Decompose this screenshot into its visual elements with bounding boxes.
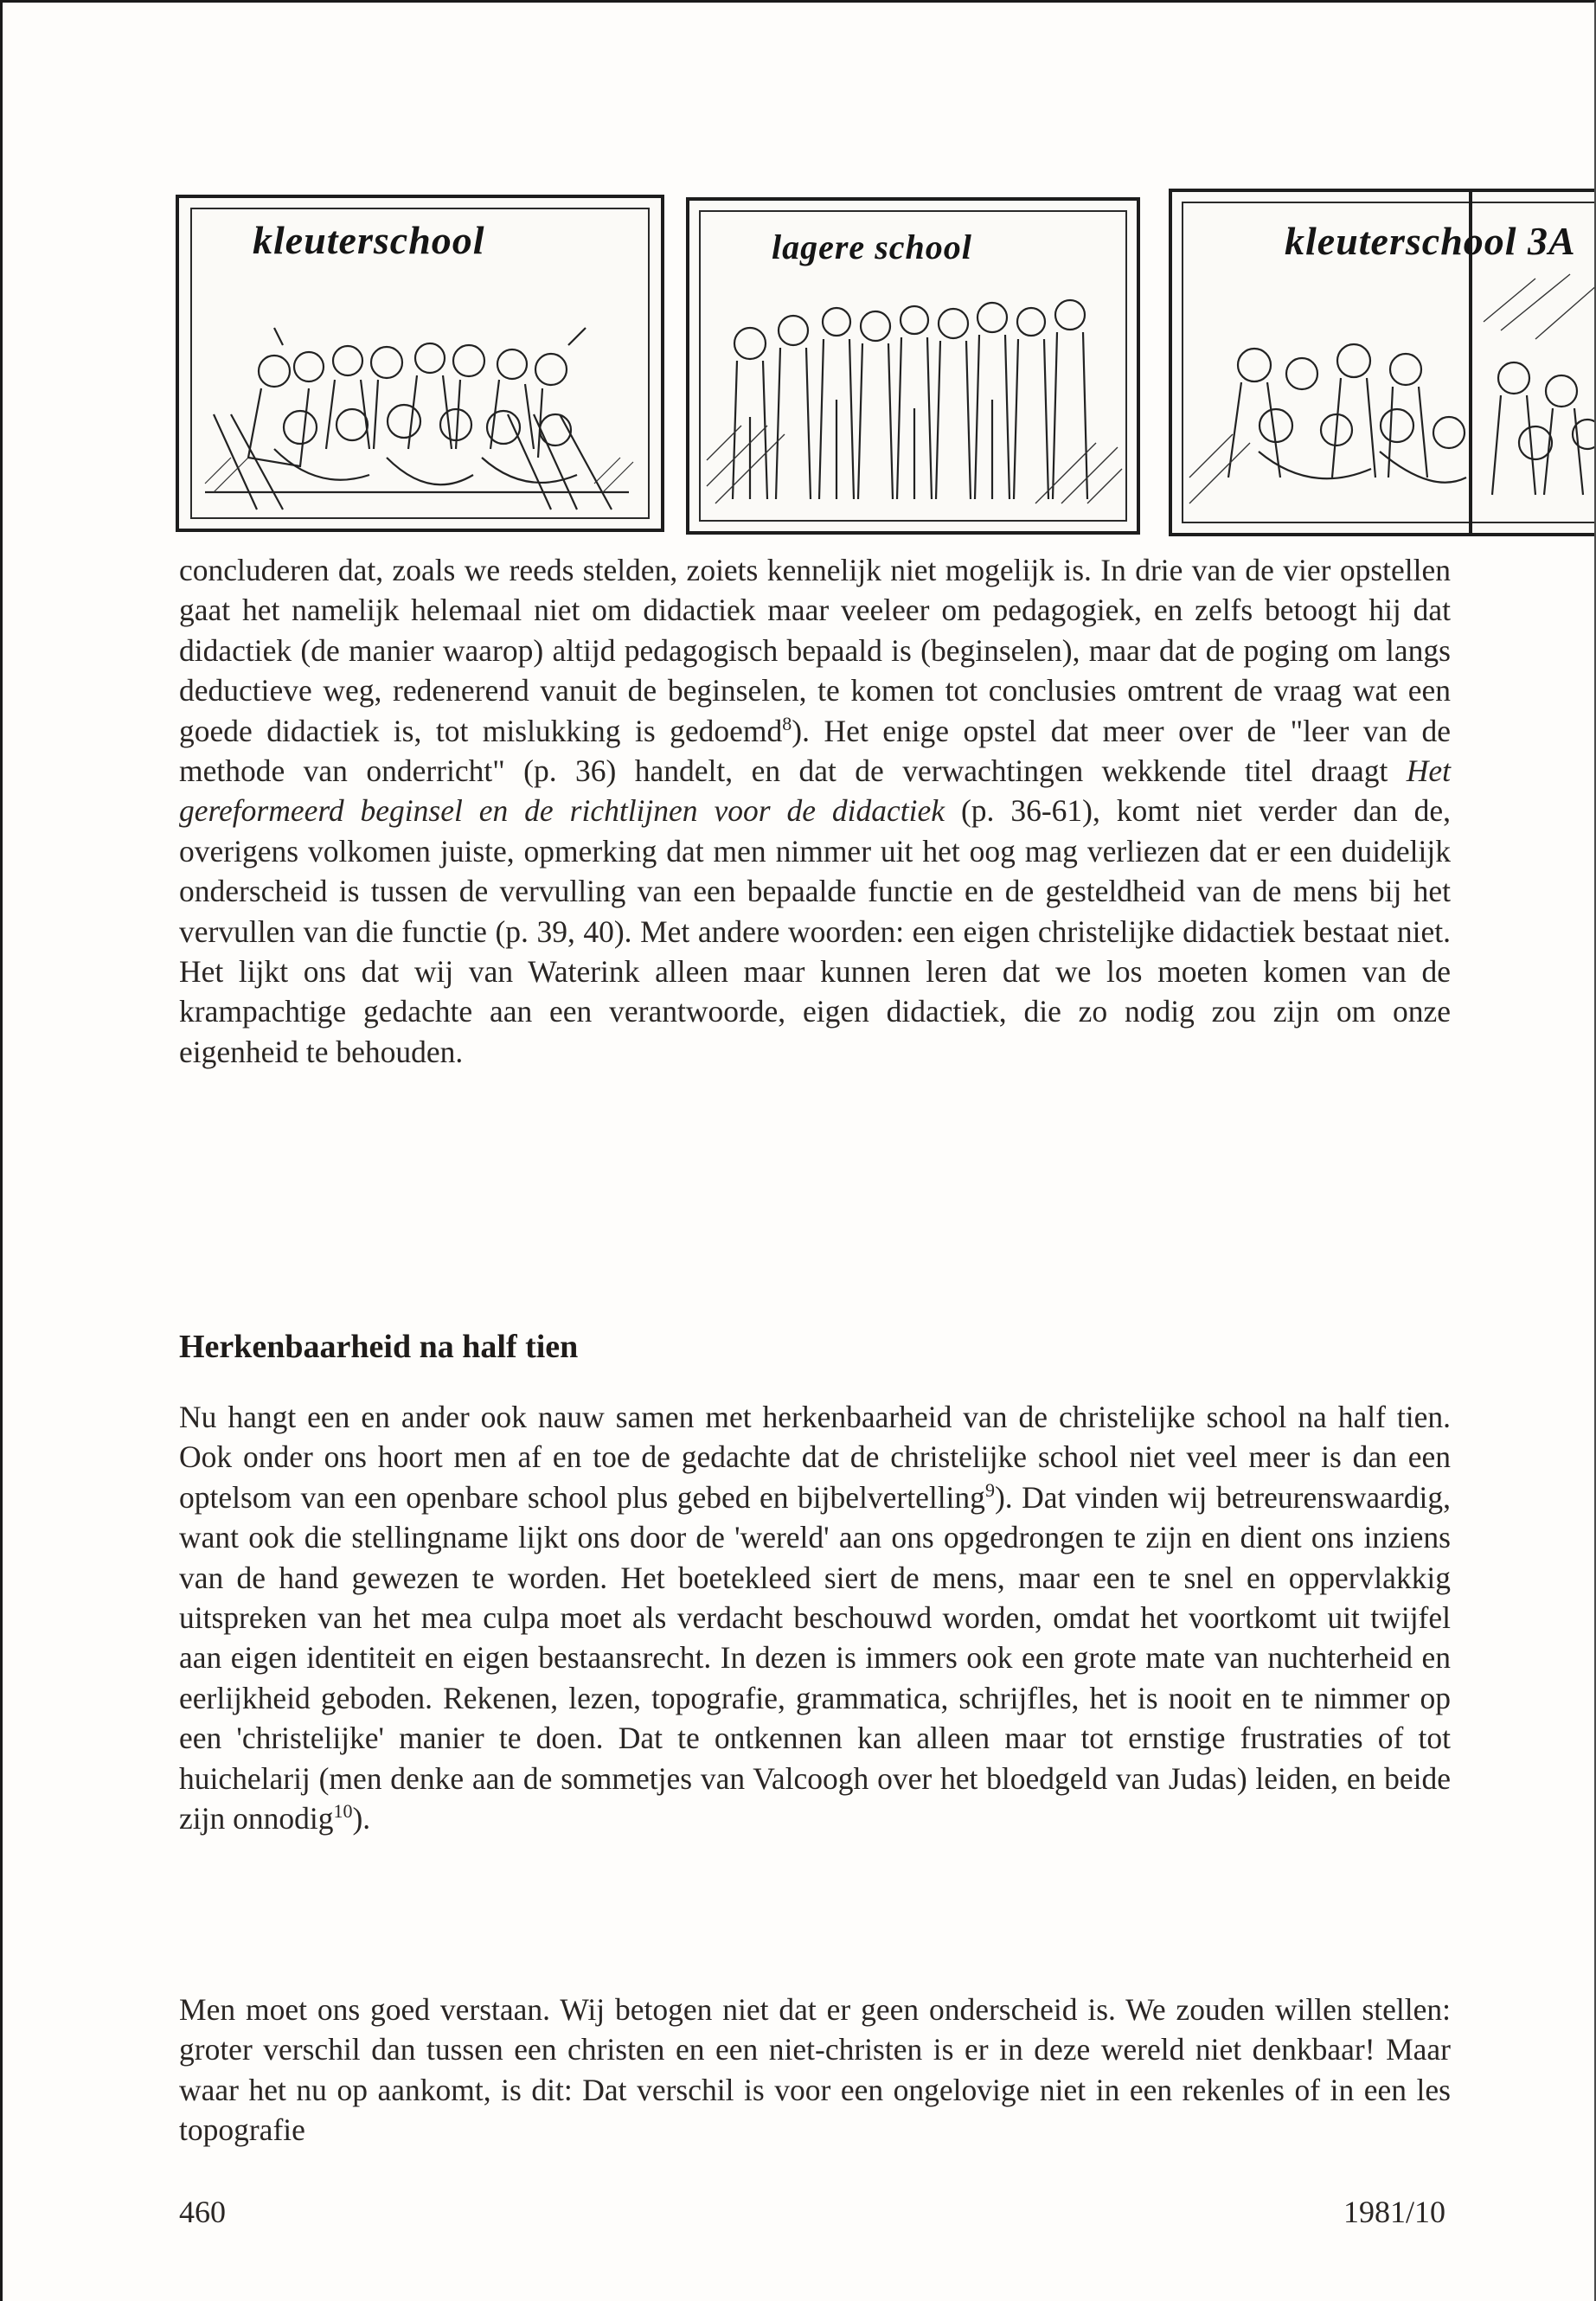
footnote-ref-8: 8: [782, 712, 792, 734]
illustration-kleuterschool-3a: [1169, 189, 1596, 536]
issue-number: 1981/10: [1343, 2195, 1445, 2229]
illustration-lagere-school: [686, 197, 1140, 535]
para2-part-a: Nu hangt een en ander ook nauw samen met herkenbaarheid van de christelijke school na half tien. Ook onder ons hoort men af en toe de gedachte dat de christelijke school niet veel meer is dan een optelsom van een openbare school plus gebed en bijbelvertelling: [179, 1400, 1451, 1515]
illustration-strip: [176, 189, 1596, 545]
line-6: wat een goede didactiek is, tot mislukking is gedoemd: [179, 673, 1451, 748]
line-9-cont: (p. 36-61), komt niet verder dan de, overigens: [179, 793, 1451, 868]
line-2: van de vier opstellen gaat het namelijk helemaal niet om didactiek maar veeleer: [179, 553, 1451, 628]
para2-part-c: ).: [352, 1801, 371, 1836]
caption-lagere-school: lagere school: [772, 228, 972, 266]
footnote-ref-9: 9: [984, 1478, 995, 1501]
line-4: pedagogisch bepaald is (beginselen), maar dat de poging om langs deductieve: [179, 632, 1451, 708]
line-16: zijn om onze eigenheid te behouden.: [179, 994, 1452, 1069]
body-paragraph-1: [179, 550, 1451, 1072]
line-12: gesteldheid van de mens bij het vervullen van die functie (p. 39, 40). Met andere: [179, 874, 1452, 949]
line-5: weg, redenerend vanuit de beginselen, te komen tot conclusies omtrent de vraag: [323, 673, 1343, 708]
line-10: volkomen juiste, opmerking dat men nimmer uit het oog mag verliezen dat er een: [307, 833, 1332, 868]
line-1: concluderen dat, zoals we reeds stelden, zoiets kennelijk niet mogelijk is. In drie: [179, 553, 1183, 587]
line-13: woorden: een eigen christelijke didactiek bestaat niet. Het lijkt ons dat wij van: [179, 913, 1452, 990]
section-heading: Herkenbaarheid na half tien: [179, 1329, 579, 1365]
body-paragraph-2: [179, 1397, 1451, 1838]
para3-text: Men moet ons goed verstaan. Wij betogen niet dat er geen onderscheid is. We zouden willen stellen: groter verschil dan tussen een christen en een niet-christen is er in deze wereld niet denkbaar! Maar waar het nu op aankomt, is dit: Dat verschil is voor een ongelovige niet in een rekenles of in een les topografie: [179, 1992, 1451, 2148]
page-number: 460: [179, 2195, 226, 2229]
line-15: krampachtige gedachte aan een verantwoorde, eigen didactiek, die zo nodig zou: [179, 994, 1256, 1029]
illustration-kleuterschool: [176, 195, 664, 532]
caption-kleuterschool-3a: kleuterschool 3A: [1285, 219, 1576, 263]
para2-part-b: ). Dat vinden wij betreurenswaardig, want ook die stellingname lijkt ons door de 'wereld' aan ons opgedrongen te zijn en dient ons inziens van de hand gewezen te worden. Het boetekleed siert de mens, maar een te snel en oppervlakkig uitspreken van het mea culpa moet als verdacht beschouwd worden, omdat het voortkomt uit twijfel aan eigen identiteit en eigen bestaansrecht. In dezen is immers ook een grote mate van nuchterheid en eerlijkheid geboden. Rekenen, lezen, topografie, grammatica, schrijfles, het is nooit en te nimmer op een 'christelijke' manier te doen. Dat te ontkennen kan alleen maar tot ernstige frustraties of tot huichelarij (men denke aan de sommetjes van Valcoogh over het bloedgeld van Judas) leiden, en beide zijn onnodig: [179, 1479, 1451, 1836]
footnote-ref-10: 10: [333, 1800, 353, 1823]
line-8: verwachtingen wekkende titel draagt: [902, 753, 1407, 789]
line-11: duidelijk onderscheid is tussen de vervulling van een bepaalde functie en de: [179, 833, 1452, 909]
line-14: Waterink alleen maar kunnen leren dat we los moeten komen van de: [528, 954, 1452, 990]
title-citation-b: richtlijnen voor de didactiek: [569, 793, 945, 829]
line-3: om pedagogiek, en zelfs betoogt hij dat didactiek (de manier waarop) altijd: [179, 593, 1451, 668]
line-6-cont: ). Het enige opstel dat: [792, 713, 1089, 748]
caption-kleuterschool: kleuterschool: [253, 218, 485, 262]
title-citation-a: Het gereformeerd beginsel en de: [179, 753, 1452, 829]
line-7: meer over de "leer van de methode van onderricht" (p. 36) handelt, en dat de: [179, 713, 1452, 789]
body-paragraph-3: [179, 1990, 1451, 2150]
